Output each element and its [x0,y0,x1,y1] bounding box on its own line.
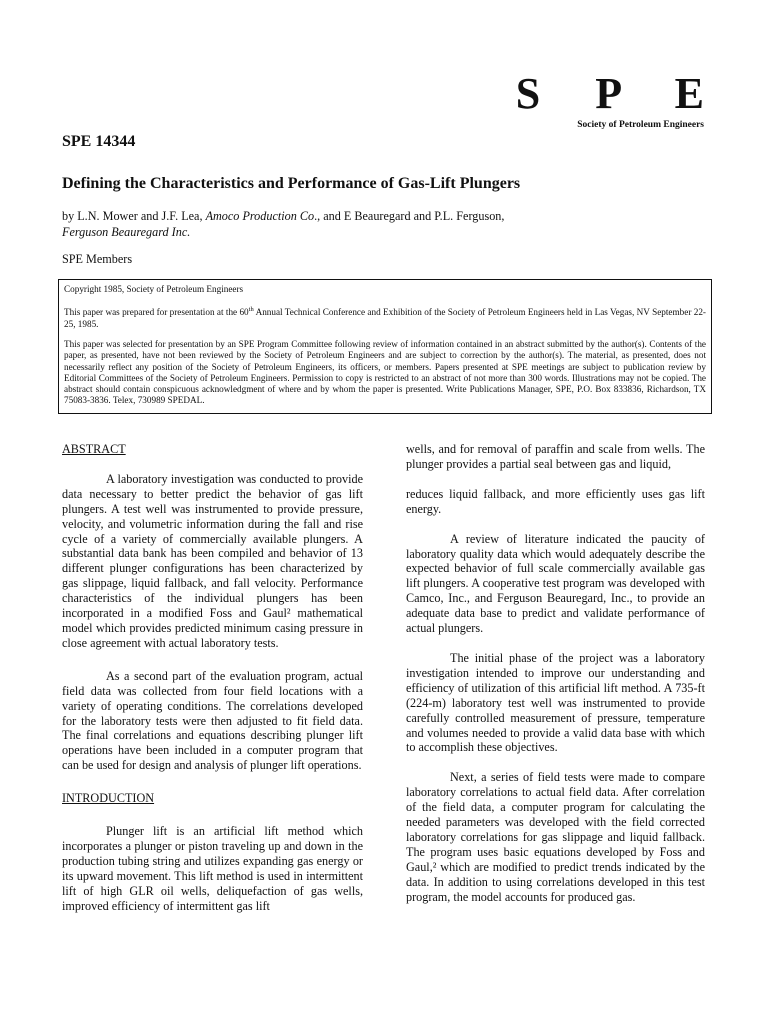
right-paragraph-3: A review of literature indicated the paucity of laboratory quality data which would adequately describe the expected behavior of full scale commercially available gas lift plungers. A cooperative test program was developed with Camco, Inc., and Ferguson Beauregard, Inc., to provide an adequate data base to predict and validate performance of actual plungers. [406,531,705,636]
presentation-note [64,304,706,330]
paper-number: SPE 14344 [62,133,136,150]
right-paragraph-4: The initial phase of the project was a laboratory investigation intended to improve our understanding and efficiency of utilization of this artificial lift method. A 735-ft (224-m) laboratory test well was instrumented to provide carefully controlled measurement of pressure, temperature and volumes needed to provide a valid data base with which to accomplish these objectives. [406,650,705,755]
abstract-paragraph-2: As a second part of the evaluation program, actual field data was collected from four field locations with a variety of operating conditions. The correlations developed for the laboratory tests were then adjusted to fit field data. The final correlations and equations describing plunger lift operations have been included in a computer program that can be used for design and analysis of plunger lift operations. [62,668,363,773]
introduction-heading: INTRODUCTION [62,791,155,806]
left-column [62,442,363,913]
right-paragraph-5: Next, a series of field tests were made to compare laboratory correlations to actual field data. After correlation of the field data, a computer program for calculating the needed parameters was developed with the field corrected laboratory correlations for gas slippage and liquid fallback. The program uses basic equations developed by Foss and Gaul,² which are modified to predict trends indicated by the data. In addition to using correlations developed in this test program, the model accounts for produced gas. [406,770,705,904]
affiliation-amoco: Amoco Production Co [205,209,315,223]
paper-title: Defining the Characteristics and Performance of Gas-Lift Plungers [62,175,521,192]
spe-members: SPE Members [62,252,133,266]
author-names-2: ., and E Beauregard and P.L. Ferguson, [314,209,505,223]
introduction-paragraph-1: Plunger lift is an artificial lift method which incorporates a plunger or piston traveling up and down in the production tubing string and utilizes expanding gas energy or its upward movement. This lift method is used in intermittent lift of high GLR oil wells, deliquefaction of gas wells, improved efficiency of intermittent gas lift [62,824,363,913]
selection-note: This paper was selected for presentation by an SPE Program Committee following review of information contained in an abstract submitted by the author(s). Contents of the paper, as presented, have not been reviewed by the Society of Petroleum Engineers and are subject to correction by the author(s). The material, as presented, does not necessarily reflect any position of the Society of Petroleum Engineers, its officers, or members. Papers presented at SPE meetings are subject to publication review by Editorial Committees of the Society of Petroleum Engineers. Permission to copy is restricted to an abstract of not more than 300 words. Illustrations may not be copied. The abstract should contain conspicuous acknowledgment of where and by whom the paper is presented. Write Publications Manager, SPE, P.O. Box 833836, Richardson, TX 75083-3836. Telex, 730989 SPEDAL. [64,338,706,406]
society-name: Society of Petroleum Engineers [577,120,704,130]
presentation-note-a: This paper was prepared for presentation at the 60 [64,307,249,318]
ordinal-suffix: th [248,306,254,314]
copyright-notice-box [58,279,712,414]
right-paragraph-2: reduces liquid fallback, and more efficiently uses gas lift energy. [406,486,705,516]
author-line [62,208,712,240]
abstract-paragraph-1: A laboratory investigation was conducted to provide data necessary to better predict the behavior of gas lift plungers. A test well was instrumented to provide pressure, velocity, and volumetric information during the fall and rise cycle of a variety of commercially available plungers. A substantial data bank has been compiled and behavior of 13 different plunger configurations has been characterized by gas slippage, liquid fallback, and fall velocity. Performance characteristics of the individual plungers has been incorporated in a modified Foss and Gaul² mathematical model which provides predicted minimum casing pressure in close agreement with actual laboratory tests. [62,471,363,650]
copyright-line: Copyright 1985, Society of Petroleum Engineers [64,284,244,294]
presentation-note-b: Annual Technical Conference and Exhibition of the Society of Petroleum Engineers held in Las Vegas, NV September 22-25, 1985. [64,307,706,329]
spe-logo: S P E [515,69,726,118]
author-names-1: by L.N. Mower and J.F. Lea, [62,209,206,223]
right-column [406,442,705,904]
right-paragraph-1: wells, and for removal of paraffin and scale from wells. The plunger provides a partial seal between gas and liquid, [406,442,705,471]
abstract-heading: ABSTRACT [62,442,126,456]
affiliation-ferguson: Ferguson Beauregard Inc. [62,225,191,239]
